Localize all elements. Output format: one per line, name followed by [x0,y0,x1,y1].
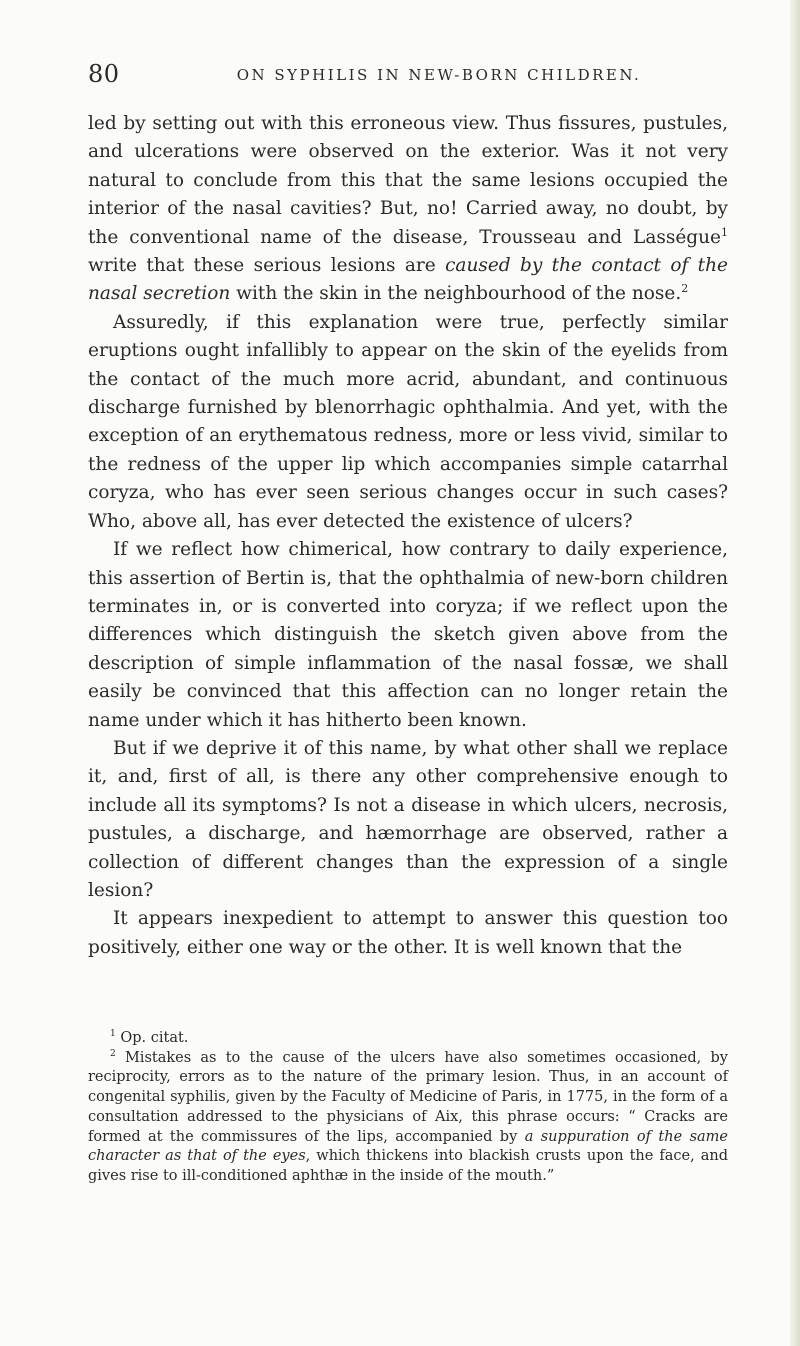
footnote-2-text-b: , which thickens into blackish crusts upon the face, and gives rise to ill-conditioned aphthæ in the inside of the mouth.” [88,1148,728,1184]
footnote-1-text: Op. citat. [115,1030,189,1046]
footnote-1 [88,1029,728,1049]
page-edge-shadow [790,0,800,1346]
footnotes [88,1029,728,1187]
paragraph-3: If we reflect how chimerical, how contrary to daily experience, this assertion of Bertin is, that the ophthalmia of new-born children terminates in, or is converted into coryza; if we reflect upon the differences which distinguish the sketch given above from the description of simple inflammation of the nasal fossæ, we shall easily be convinced that this affection can no longer retain the name under which it has hitherto been known. [88,539,728,731]
paragraph-1-text-b: write that these serious lesions are [88,255,446,277]
paragraph-1-text-c: with the skin in the neighbourhood of the nose. [230,283,682,305]
footnote-2 [88,1049,728,1187]
paragraph-5: It appears inexpedient to attempt to answer this question too positively, either one way or the other. It is well known that the [88,908,728,958]
main-text [88,110,728,962]
running-head: ON SYPHILIS IN NEW-BORN CHILDREN. [236,66,642,84]
paragraph-1-italic: caused by the contact of the nasal secretion [88,255,728,305]
paragraph-2: Assuredly, if this explanation were true, perfectly similar eruptions ought infallibly to appear on the skin of the eyelids from the contact of the much more acrid, abundant, and continuous discharge furnished by blenorrhagic ophthalmia. And yet, with the exception of an erythematous redness, more or less vivid, similar to the redness of the upper lip which accompanies simple catarrhal coryza, who has ever seen serious changes occur in such cases? Who, above all, has ever detected the existence of ulcers? [88,311,728,532]
page-header [88,60,728,100]
page-number: 80 [88,60,120,88]
footnote-ref-2: 2 [681,282,689,296]
footnote-2-italic: a suppuration of the same character as that of the eyes [88,1128,728,1165]
footnote-ref-1: 1 [721,225,728,239]
footnote-2-text-a: Mistakes as to the cause of the ulcers have also sometimes occasioned, by reciprocity, errors as to the nature of the primary lesion. Thus, in an account of congenital syphilis, given by the Faculty of Medicine of Paris, in 1775, in the form of a consultation addressed to the physicians of Aix, this phrase occurs: “ Cracks are formed at the commissures of the lips, accompanied by [88,1049,728,1145]
paragraph-1-text-a: led by setting out with this erroneous view. Thus fissures, pustules, and ulcerations were observed on the exterior. Was it not very natural to conclude from this that the same lesions occupied the interior of the nasal cavities? But, no! Carried away, no doubt, by the conventional name of the disease, Trousseau and Lasségue [88,113,728,248]
footnote-1-mark: 1 [110,1029,116,1040]
paragraph-1 [88,110,728,309]
paragraph-4: But if we deprive it of this name, by what other shall we replace it, and, first of all, is there any other comprehensive enough to include all its symptoms? Is not a disease in which ulcers, necrosis, pustules, a discharge, and hæmorrhage are observed, rather a collection of different changes than the expression of a single lesion? [88,737,728,901]
footnote-2-mark: 2 [110,1048,116,1059]
